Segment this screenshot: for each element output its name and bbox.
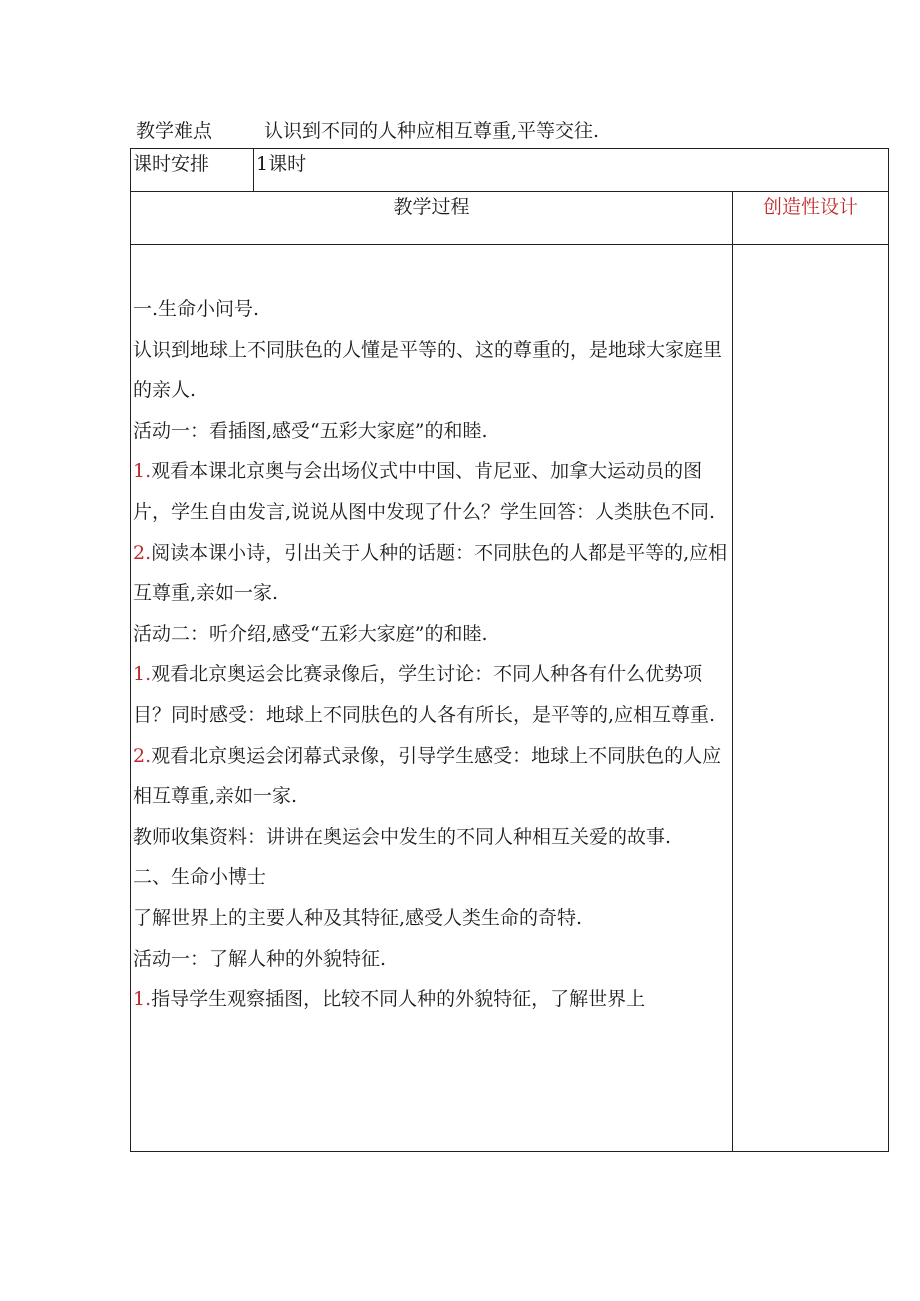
process-heading: 教学过程	[131, 192, 733, 245]
activity1-title: 活动一：看插图,感受“五彩大家庭”的和睦.	[133, 419, 488, 442]
item-text: 观看本课北京奥与会出场仪式中中国、肯尼亚、加拿大运动员的图片，学生自由发言,说说从图中发现了什么？学生回答：人类肤色不同.	[133, 460, 716, 523]
item-text: 观看北京奥运会闭幕式录像，引导学生感受：地球上不同肤色的人应相互尊重,亲如一家.	[133, 744, 722, 808]
section1-goal: 认识到地球上不同肤色的人懂是平等的、这的尊重的，是地球大家庭里的亲人.	[133, 338, 723, 402]
item-number: 1.	[133, 988, 152, 1011]
item-text: 指导学生观察插图，比较不同人种的外貌特征，了解世界上	[151, 988, 646, 1011]
section2-title: 二、生命小博士	[133, 866, 267, 889]
list-item	[133, 736, 728, 817]
list-item	[133, 979, 728, 1020]
section2-goal: 了解世界上的主要人种及其特征,感受人类生命的奇特.	[133, 906, 583, 929]
heading-row	[131, 192, 889, 245]
item-number: 1.	[133, 460, 152, 483]
section1-title: 一.生命小问号.	[133, 298, 260, 320]
difficulty-label: 教学难点	[136, 120, 213, 142]
activity3-title: 活动一：了解人种的外貌特征.	[133, 947, 387, 970]
lesson-plan-table	[130, 148, 889, 1152]
schedule-row	[131, 149, 889, 192]
teacher-note: 教师收集资料：讲讲在奥运会中发生的不同人种相互关爱的故事.	[133, 825, 672, 848]
creative-heading: 创造性设计	[733, 192, 889, 245]
process-content	[131, 245, 732, 1020]
item-text: 观看北京奥运会比赛录像后，学生讨论：不同人种各有什么优势项目？同时感受：地球上不同肤色的人各有所长，是平等的,应相互尊重.	[133, 663, 716, 726]
process-content-cell	[131, 245, 733, 1152]
list-item	[133, 654, 728, 735]
schedule-value: 1课时	[254, 149, 889, 192]
creative-design-cell	[733, 245, 889, 1152]
schedule-label: 课时安排	[131, 149, 254, 192]
item-number: 2.	[133, 541, 152, 564]
difficulty-row	[0, 112, 920, 142]
item-number: 1.	[133, 663, 152, 686]
content-row	[131, 245, 889, 1152]
item-number: 2.	[133, 744, 152, 767]
list-item	[133, 533, 728, 614]
activity2-title: 活动二：听介绍,感受“五彩大家庭”的和睦.	[133, 622, 488, 645]
list-item	[133, 451, 728, 532]
item-text: 阅读本课小诗，引出关于人种的话题：不同肤色的人都是平等的,应相互尊重,亲如一家.	[133, 541, 728, 605]
difficulty-value: 认识到不同的人种应相互尊重,平等交往.	[264, 120, 600, 142]
